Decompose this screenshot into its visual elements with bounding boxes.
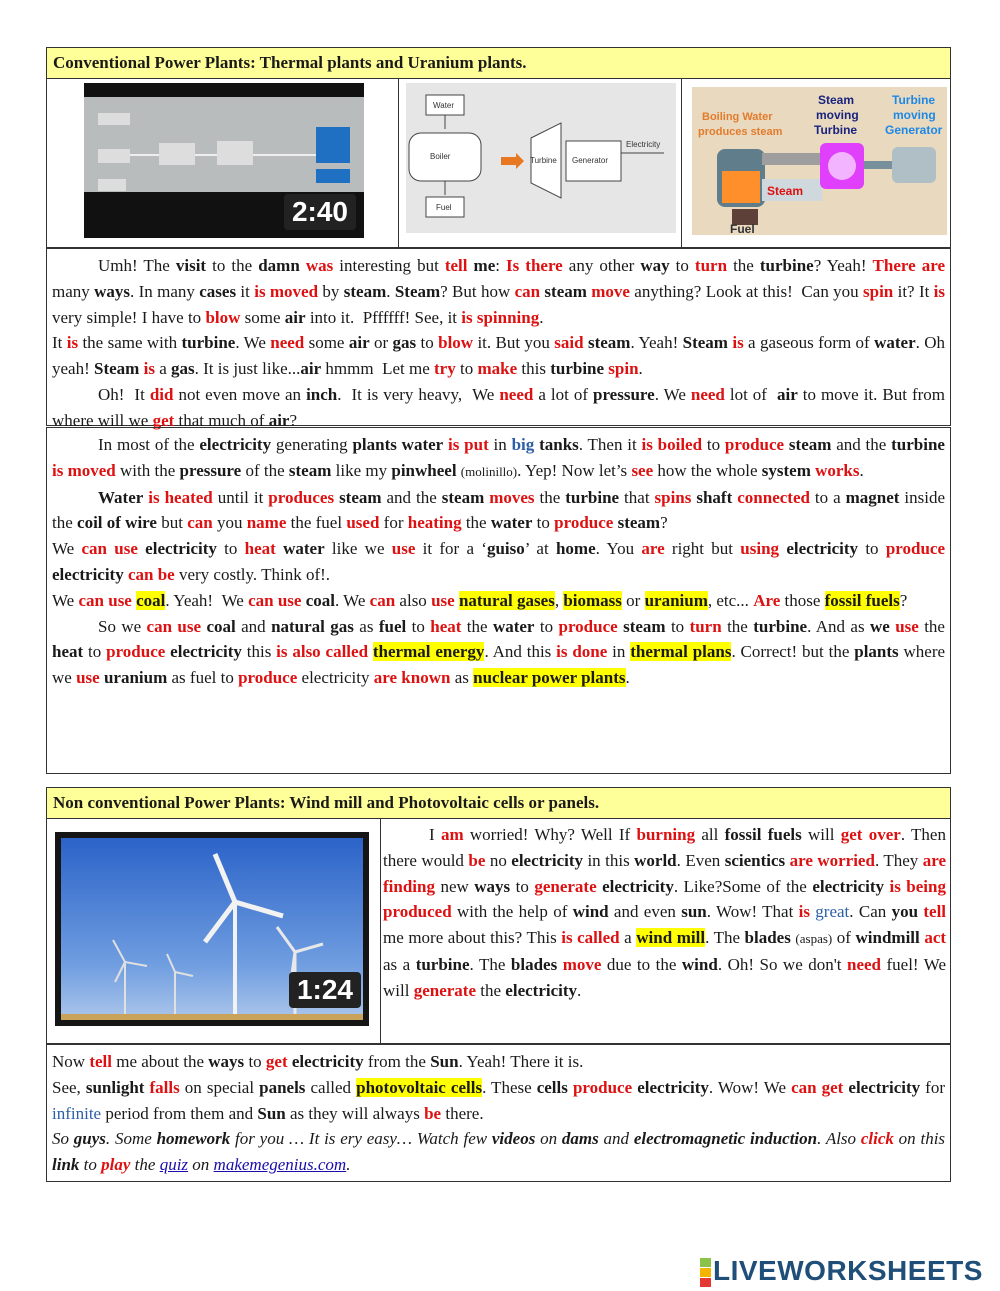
video-duration: 2:40 bbox=[284, 194, 356, 230]
video-thumbnail-1[interactable] bbox=[84, 83, 364, 238]
svg-text:Steam: Steam bbox=[767, 184, 804, 198]
diagram-generator-label: Generator bbox=[572, 156, 609, 165]
diagram-fuel-label: Fuel bbox=[436, 203, 452, 212]
liveworksheets-logo bbox=[700, 1255, 983, 1288]
text-block-sun: Now tell me about the ways to get electricity from the Sun. Yeah! There it is. See, sunlight falls on special panels called photovoltaic cells. These cells produce electricity. Wow! We can get electricity for infinite period from them and Sun as they will always be there. So guys. Some homework for you … It is ery easy… Watch few videos on dams and electromagnetic induction. Also click on this link to play the quiz on makemegenius.com. bbox=[46, 1044, 951, 1182]
svg-text:Turbine: Turbine bbox=[892, 93, 936, 107]
video-thumbnail-2[interactable] bbox=[55, 832, 369, 1026]
svg-text:produces steam: produces steam bbox=[698, 126, 783, 138]
diagram-boiler-label: Boiler bbox=[430, 152, 451, 161]
logo-text: LIVEWORKSHEETS bbox=[713, 1255, 983, 1286]
text-block-wind: I am worried! Why? Well If burning all fossil fuels will get over. Then there would be no electricity in this world. Even scientics are worried. They are finding new ways to generate electricity. Like?Some of the electricity is being produced with the help of wind and even sun. Wow! That is great. Can you tell me more about this? This is called a wind mill. The blades (aspas) of windmill act as a turbine. The blades move due to the wind. Oh! So we don't need fuel! We will generate the electricity. bbox=[383, 825, 947, 1000]
section-2-title: Non conventional Power Plants: Wind mill and Photovoltaic cells or panels. bbox=[46, 787, 951, 819]
logo-icon bbox=[700, 1258, 711, 1288]
quiz-link[interactable]: quiz bbox=[159, 1155, 189, 1175]
wind-section bbox=[46, 818, 951, 1044]
svg-text:Turbine: Turbine bbox=[814, 123, 858, 137]
text-block-thermal: In most of the electricity generating plants water is put in big tanks. Then it is boiled to produce steam and the turbine is moved with the pressure of the steam like my pinwheel (molinillo). Yep! Now let’s see how the whole system works. Water is heated until it produces steam and the steam moves the turbine that spins shaft connected to a magnet inside the coil of wire but can you name the fuel used for heating the water to produce steam? We can use electricity to heat water like we use it for a ‘guiso’ at home. You are right but using electricity to produce electricity can be very costly. Think of!. We can use coal. Yeah! We can use coal. We can also use natural gases, biomass or uranium, etc... Are those fossil fuels? So we can use coal and natural gas as fuel to heat the water to produce steam to turn the turbine. And as we use the heat to produce electricity this is also called thermal energy. And this is done in thermal plans. Correct! but the plants where we use uranium as fuel to produce electricity are known as nuclear power plants. bbox=[46, 427, 951, 774]
images-row bbox=[46, 78, 951, 248]
steam-cartoon bbox=[692, 87, 947, 235]
svg-text:Generator: Generator bbox=[885, 123, 943, 137]
svg-text:Fuel: Fuel bbox=[730, 222, 755, 235]
diagram-turbine-label: Turbine bbox=[530, 156, 557, 165]
power-plant-diagram bbox=[406, 83, 676, 233]
video-duration-2: 1:24 bbox=[289, 972, 361, 1008]
makemegenius-link[interactable]: makemegenius.com bbox=[213, 1155, 347, 1175]
text-block-air: Umh! The visit to the damn was interesting but tell me: Is there any other way to turn the turbine? Yeah! There are many ways. In many cases it is moved by steam. Steam? But how can steam move anything? Look at this! Can you spin it? It is very simple! I have to blow some air into it. Pffffff! See, it is spinning. It is the same with turbine. We need some air or gas to blow it. But you said steam. Yeah! Steam is a gaseous form of water. Oh yeah! Steam is a gas. It is just like...air hmmm Let me try to make this turbine spin. Oh! It did not even move an inch. It is very heavy, We need a lot of pressure. We need lot of air to move it. But from where will we get that much of air? bbox=[46, 248, 951, 426]
svg-text:moving: moving bbox=[893, 108, 936, 122]
svg-text:moving: moving bbox=[816, 108, 859, 122]
svg-text:Steam: Steam bbox=[818, 93, 855, 107]
cartoon-boiling-label: Boiling Water bbox=[702, 111, 773, 123]
section-1-title: Conventional Power Plants: Thermal plants and Uranium plants. bbox=[46, 47, 951, 79]
diagram-electricity-label: Electricity bbox=[626, 140, 661, 149]
diagram-water-label: Water bbox=[433, 101, 455, 110]
